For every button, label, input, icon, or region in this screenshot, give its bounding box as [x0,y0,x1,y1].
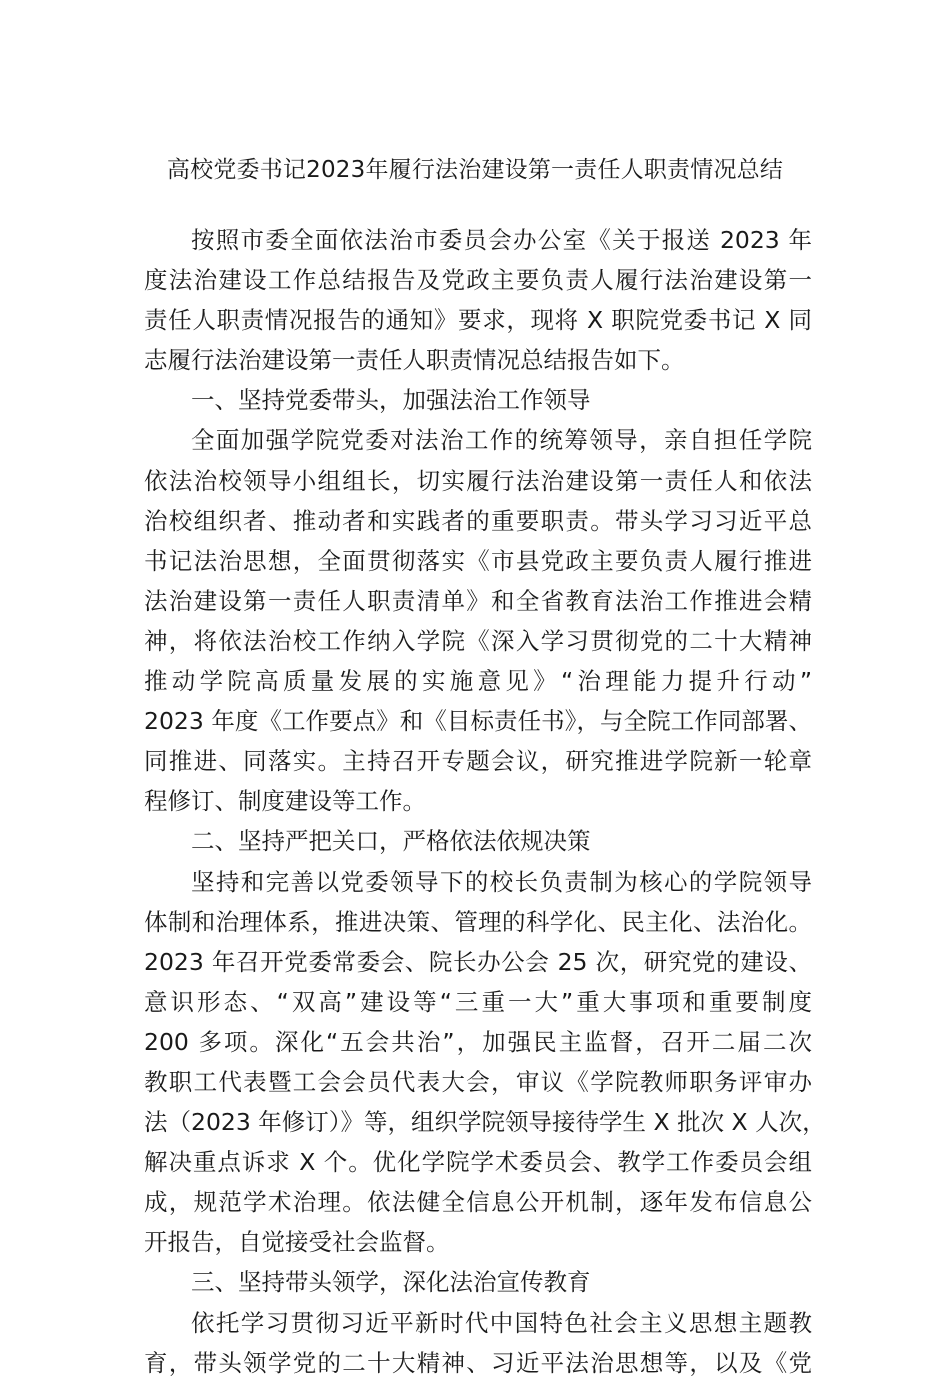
text-line: 度法治建设工作总结报告及党政主要负责人履行法治建设第一 [144,266,812,295]
text-line: 治校组织者、推动者和实践者的重要职责。带头学习习近平总 [144,506,812,535]
text-line: 全面加强学院党委对法治工作的统筹领导，亲自担任学院 [191,426,812,455]
text-line: 书记法治思想，全面贯彻落实《市县党政主要负责人履行推进 [144,546,812,575]
text-line: 2023 年度《工作要点》和《目标责任书》，与全院工作同部署、 [144,707,812,736]
document-title: 高校党委书记2023年履行法治建设第一责任人职责情况总结 [166,157,784,183]
text-line: 意识形态、“双高”建设等“三重一大”重大事项和重要制度 [144,987,812,1016]
text-line: 程修订、制度建设等工作。 [144,787,426,816]
text-line: 依法治校领导小组组长，切实履行法治建设第一责任人和依法 [144,466,812,495]
text-line: 教职工代表暨工会会员代表大会，审议《学院教师职务评审办 [144,1067,812,1096]
text-line: 开报告，自觉接受社会监督。 [144,1228,450,1257]
text-line: 神，将依法治校工作纳入学院《深入学习贯彻党的二十大精神 [144,626,812,655]
text-line: 法（2023 年修订）》等，组织学院领导接待学生 X 批次 X 人次， [144,1108,826,1137]
text-line: 责任人职责情况报告的通知》要求，现将 X 职院党委书记 X 同 [144,306,812,335]
text-line: 二、坚持严把关口，严格依法依规决策 [191,827,591,856]
text-line: 按照市委全面依法治市委员会办公室《关于报送 2023 年 [191,226,812,254]
text-line: 坚持和完善以党委领导下的校长负责制为核心的学院领导 [191,867,812,896]
text-line: 推动学院高质量发展的实施意见》“治理能力提升行动” [144,667,812,696]
text-line: 法治建设第一责任人职责清单》和全省教育法治工作推进会精 [144,586,812,615]
text-line: 2023 年召开党委常委会、院长办公会 25 次，研究党的建设、 [144,947,812,976]
text-line: 依托学习贯彻习近平新时代中国特色社会主义思想主题教 [191,1308,812,1337]
text-line: 同推进、同落实。主持召开专题会议，研究推进学院新一轮章 [144,747,812,776]
text-line: 育，带头领学党的二十大精神、习近平法治思想等，以及《党 [144,1348,812,1377]
text-line: 200 多项。深化“五会共治”，加强民主监督，召开二届二次 [144,1027,812,1056]
text-line: 体制和治理体系，推进决策、管理的科学化、民主化、法治化。 [144,907,812,936]
text-line: 一、坚持党委带头，加强法治工作领导 [191,386,591,415]
text-line: 志履行法治建设第一责任人职责情况总结报告如下。 [144,346,685,375]
text-line: 解决重点诉求 X 个。优化学院学术委员会、教学工作委员会组 [144,1148,812,1177]
text-line: 三、坚持带头领学，深化法治宣传教育 [191,1268,591,1297]
text-line: 成，规范学术治理。依法健全信息公开机制，逐年发布信息公 [144,1188,812,1217]
document-body [144,220,826,1383]
